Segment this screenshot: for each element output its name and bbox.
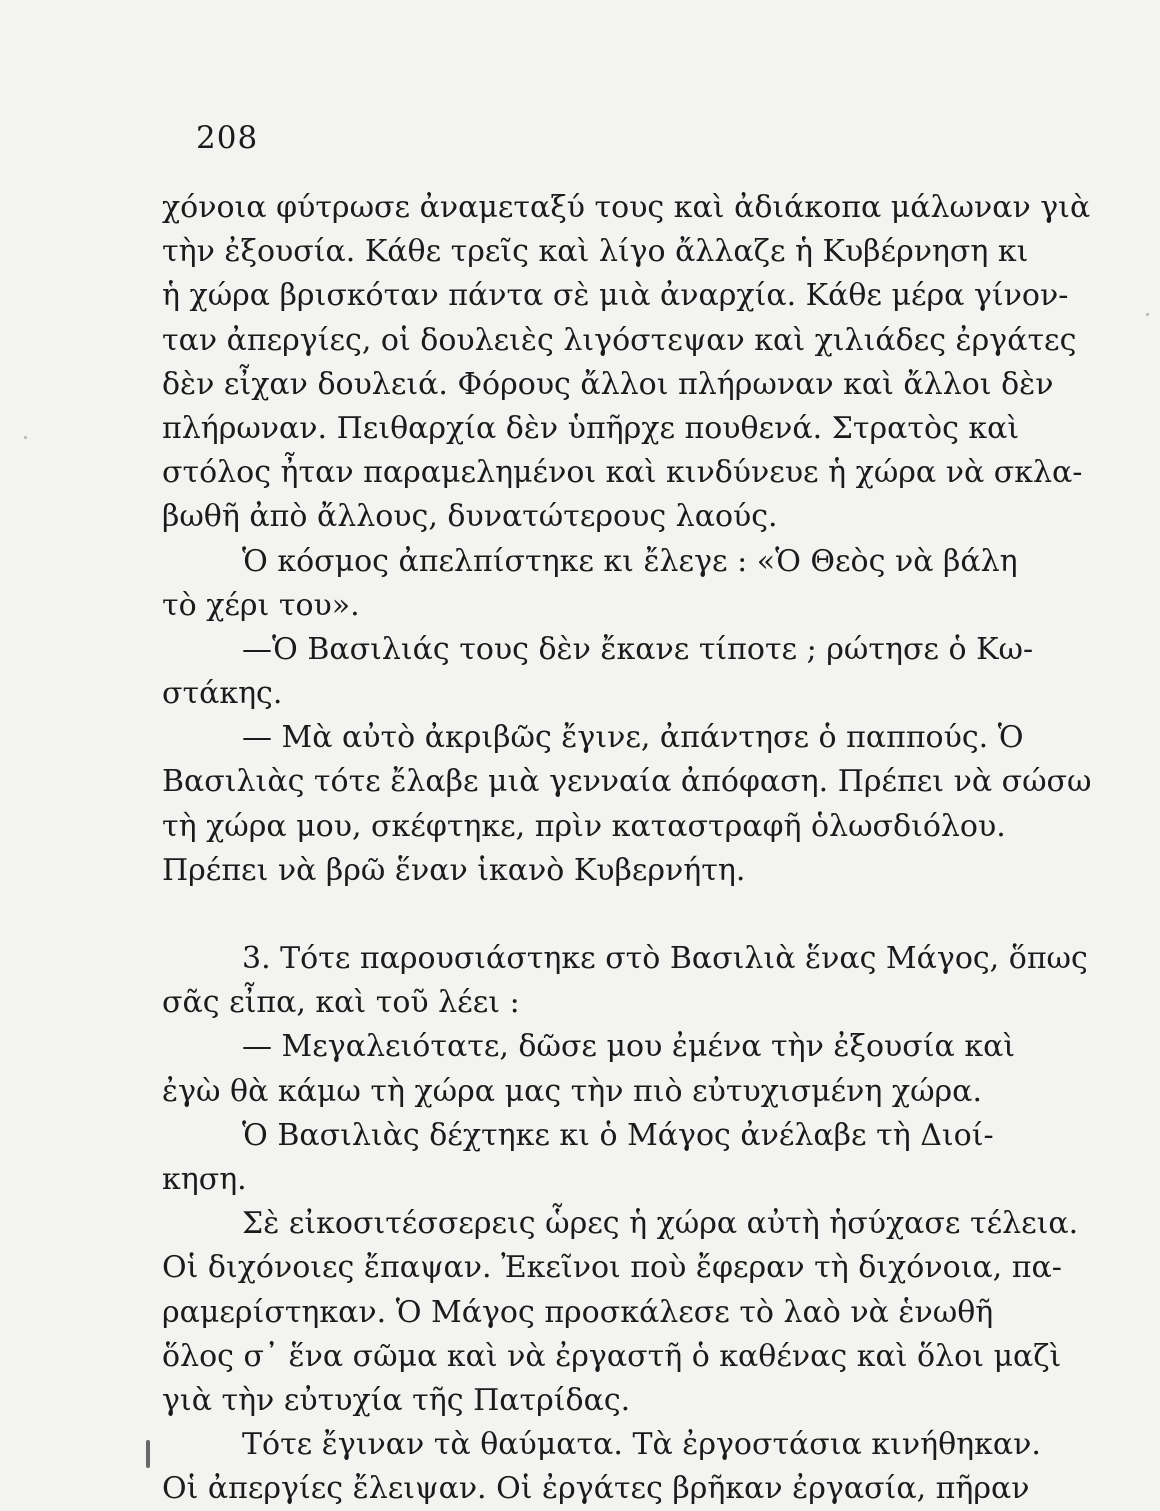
text-line: Ὁ Βασιλιὰς δέχτηκε κι ὁ Μάγος ἀνέλαβε τὴ Διοί- [242,1117,994,1153]
text-line: βωθῆ ἀπὸ ἄλλους, δυνατώτερους λαούς. [162,499,778,535]
text-line: κηση. [162,1161,247,1197]
text-line: τὸ χέρι του». [162,587,360,623]
page-number: 208 [196,120,259,156]
text-line: τὴ χώρα μου, σκέφτηκε, πρὶν καταστραφῆ ὁλωσδιόλου. [162,808,1006,844]
dust-speck [1146,313,1149,316]
text-line: στάκης. [162,676,283,712]
text-line: σᾶς εἶπα, καὶ τοῦ λέει : [162,985,520,1021]
text-line: — Μὰ αὐτὸ ἀκριβῶς ἔγινε, ἀπάντησε ὁ παππούς. Ὁ [242,720,1024,756]
text-line: γιὰ τὴν εὐτυχία τῆς Πατρίδας. [162,1382,631,1418]
text-line: ραμερίστηκαν. Ὁ Μάγος προσκάλεσε τὸ λαὸ νὰ ἑνωθῆ [162,1294,994,1330]
dust-speck [24,436,27,439]
text-line: ἡ χώρα βρισκόταν πάντα σὲ μιὰ ἀναρχία. Κάθε μέρα γίνον- [162,278,1069,314]
margin-mark [146,1440,150,1468]
text-line: — Μεγαλειότατε, δῶσε μου ἐμένα τὴν ἐξουσία καὶ [242,1029,1016,1065]
text-line: δὲν εἶχαν δουλειά. Φόρους ἄλλοι πλήρωναν καὶ ἄλλοι δὲν [162,366,1054,402]
text-line: Οἱ διχόνοιες ἔπαψαν. Ἐκεῖνοι ποὺ ἔφεραν τὴ διχόνοια, πα- [162,1250,1062,1286]
text-line: ἐγὼ θὰ κάμω τὴ χώρα μας τὴν πιὸ εὐτυχισμένη χώρα. [162,1073,982,1109]
text-line: 3. Τότε παρουσιάστηκε στὸ Βασιλιὰ ἕνας Μάγος, ὅπως [242,941,1088,976]
section-gap [162,893,1100,937]
text-line: στόλος ἦταν παραμελημένοι καὶ κινδύνευε ἡ χώρα νὰ σκλα- [162,455,1083,491]
text-line: χόνοια φύτρωσε ἀναμεταξύ τους καὶ ἀδιάκοπα μάλωναν γιὰ [162,190,1091,225]
text-line: Πρέπει νὰ βρῶ ἕναν ἱκανὸ Κυβερνήτη. [162,852,746,888]
text-line: Βασιλιὰς τότε ἔλαβε μιὰ γενναία ἀπόφαση. Πρέπει νὰ σώσω [162,764,1092,800]
text-line: Οἱ ἀπεργίες ἔλειψαν. Οἱ ἐργάτες βρῆκαν ἐργασία, πῆραν [162,1471,1030,1507]
text-line: ταν ἀπεργίες, οἱ δουλειὲς λιγόστεψαν καὶ χιλιάδες ἐργάτες [162,322,1077,358]
body-text [162,186,1100,1511]
text-line: ὅλος σ᾿ ἕνα σῶμα καὶ νὰ ἐργαστῆ ὁ καθένας καὶ ὅλοι μαζὶ [162,1338,1062,1374]
text-line: Τότε ἔγιναν τὰ θαύματα. Τὰ ἐργοστάσια κινήθηκαν. [242,1427,1041,1463]
text-line: πλήρωναν. Πειθαρχία δὲν ὑπῆρχε πουθενά. Στρατὸς καὶ [162,410,1020,446]
text-line: Σὲ εἰκοσιτέσσερεις ὧρες ἡ χώρα αὐτὴ ἡσύχασε τέλεια. [242,1206,1079,1242]
text-line: Ὁ κόσμος ἀπελπίστηκε κι ἔλεγε : «Ὁ Θεὸς νὰ βάλη [242,543,1018,579]
text-line: τὴν ἐξουσία. Κάθε τρεῖς καὶ λίγο ἄλλαζε ἡ Κυβέρνηση κι [162,234,1029,270]
text-line: —Ὁ Βασιλιάς τους δὲν ἔκανε τίποτε ; ρώτησε ὁ Κω- [242,631,1034,667]
